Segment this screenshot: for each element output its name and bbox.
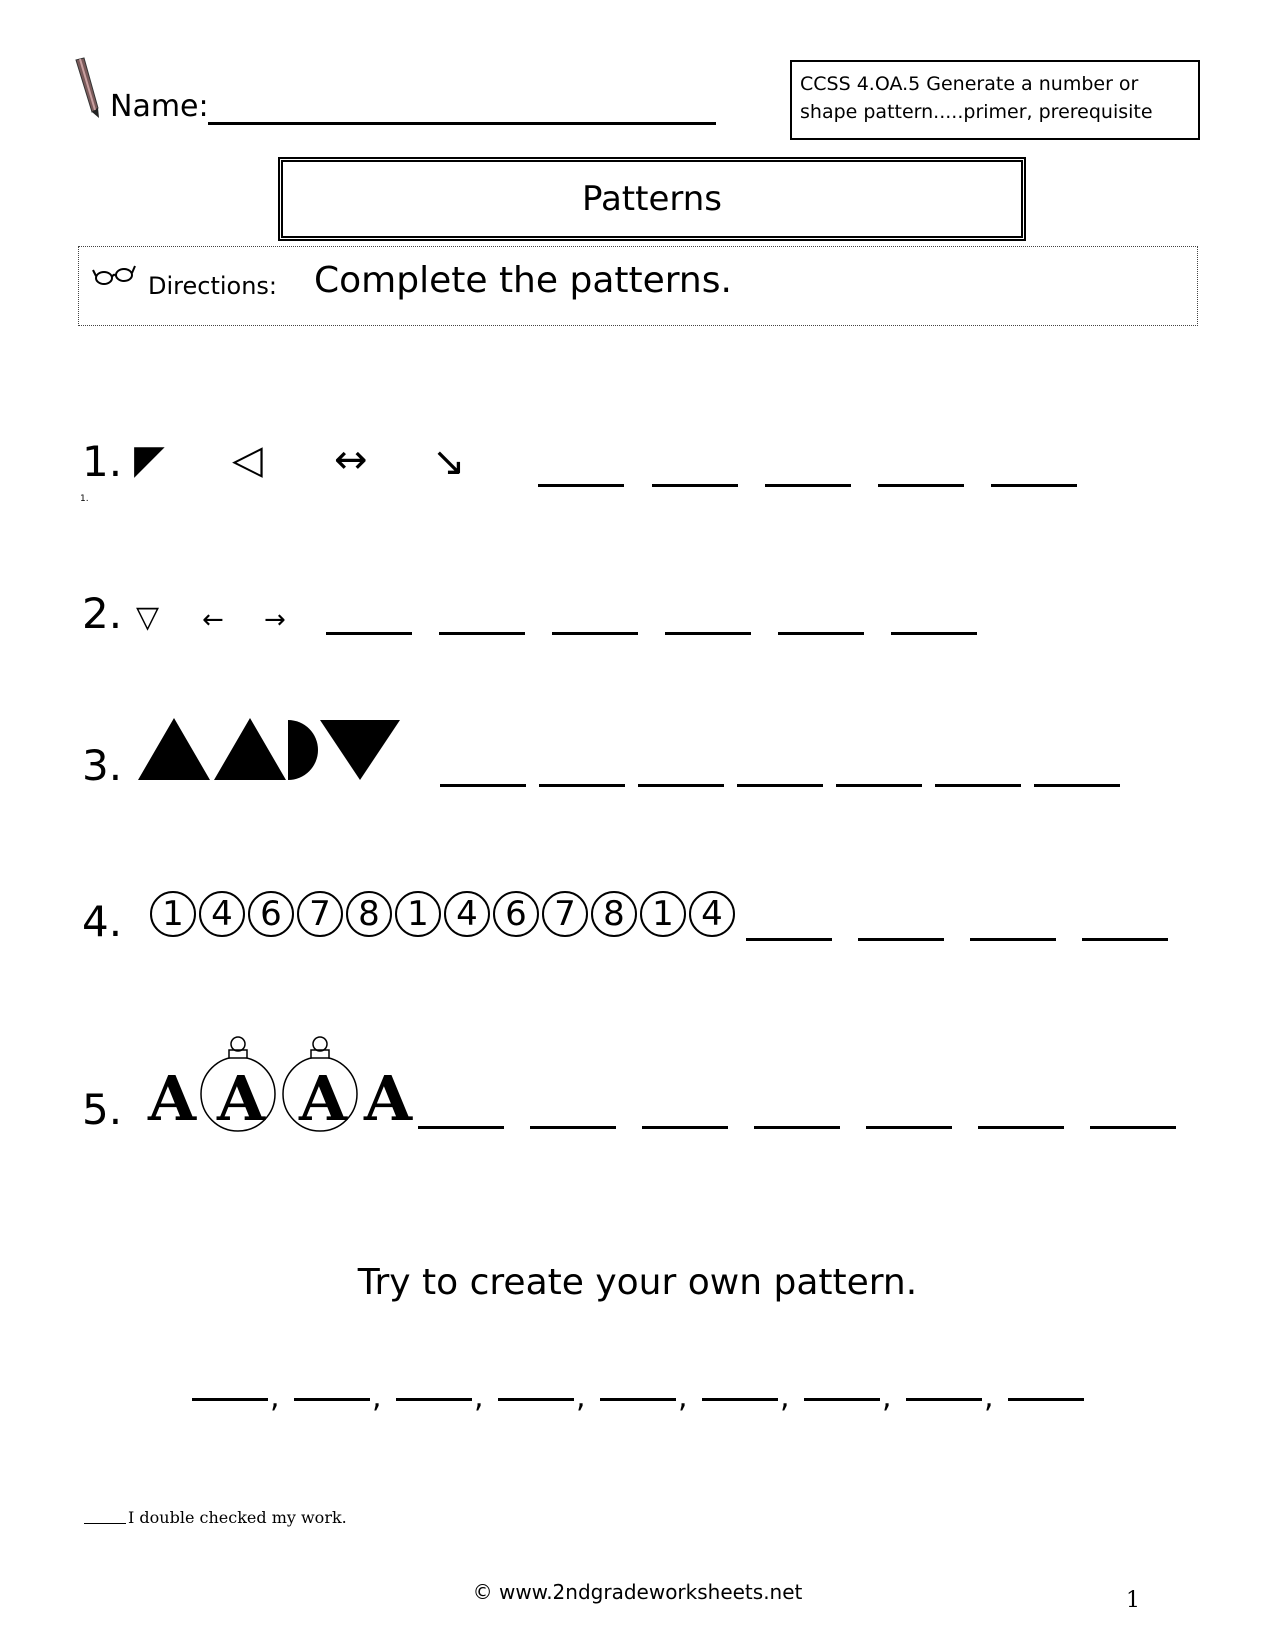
black-triangle-up-1 — [138, 718, 210, 780]
problem-1-glyph-1: ◤ — [134, 437, 165, 483]
directions-label: Directions: — [148, 272, 278, 300]
pencil-icon — [72, 56, 102, 120]
letter-a-3: A — [299, 1062, 348, 1135]
problem-1-glyph-2: ◁ — [232, 437, 263, 483]
page-number: 1 — [1126, 1588, 1140, 1613]
circled-number: 6 — [493, 891, 539, 937]
comma: , — [270, 1380, 280, 1415]
own-pattern-blank-3[interactable] — [396, 1398, 472, 1401]
problem-1-number: 1. — [82, 437, 123, 486]
black-triangle-down — [320, 720, 400, 780]
comma: , — [882, 1380, 892, 1415]
circled-number: 8 — [591, 891, 637, 937]
problem-3-blank-5[interactable] — [836, 784, 922, 787]
comma: , — [678, 1380, 688, 1415]
circled-number: 8 — [346, 891, 392, 937]
circled-number: 1 — [395, 891, 441, 937]
own-pattern-instruction: Try to create your own pattern. — [357, 1262, 918, 1303]
problem-2-glyph-3: → — [264, 605, 286, 635]
black-half-circle — [288, 720, 318, 780]
problem-5-blank-1[interactable] — [418, 1126, 504, 1129]
ccss-line-1: CCSS 4.OA.5 Generate a number or — [800, 73, 1139, 95]
footer-copyright: © www.2ndgradeworksheets.net — [472, 1580, 803, 1604]
problem-1-glyph-3: ↔ — [334, 437, 368, 483]
circled-number: 4 — [444, 891, 490, 937]
circled-number: 4 — [689, 891, 735, 937]
checked-work-line[interactable] — [84, 1523, 126, 1524]
problem-2-blank-4[interactable] — [665, 632, 751, 635]
circled-number: 4 — [199, 891, 245, 937]
own-pattern-blank-4[interactable] — [498, 1398, 574, 1401]
problem-3-blank-1[interactable] — [440, 784, 526, 787]
problem-3-blank-3[interactable] — [638, 784, 724, 787]
problem-3-number: 3. — [82, 741, 123, 790]
circled-number: 7 — [297, 891, 343, 937]
problem-2-glyph-2: ← — [202, 605, 224, 635]
glasses-icon — [92, 262, 136, 288]
problem-5-blank-5[interactable] — [866, 1126, 952, 1129]
problem-2-blank-3[interactable] — [552, 632, 638, 635]
problem-1-blank-5[interactable] — [991, 484, 1077, 487]
name-field-line[interactable] — [208, 122, 716, 125]
circled-number: 6 — [248, 891, 294, 937]
problem-5-blank-4[interactable] — [754, 1126, 840, 1129]
problem-2-blank-2[interactable] — [439, 632, 525, 635]
checked-work-text: I double checked my work. — [128, 1508, 347, 1527]
own-pattern-blank-9[interactable] — [1008, 1398, 1084, 1401]
problem-3-shapes — [136, 716, 402, 782]
problem-4-number: 4. — [82, 897, 123, 946]
circled-number: 1 — [640, 891, 686, 937]
problem-2-blank-6[interactable] — [891, 632, 977, 635]
problem-5-number: 5. — [82, 1085, 123, 1134]
problem-5-blank-3[interactable] — [642, 1126, 728, 1129]
problem-1-blank-1[interactable] — [538, 484, 624, 487]
own-pattern-blank-2[interactable] — [294, 1398, 370, 1401]
problem-1-sub: 1. — [80, 494, 89, 504]
comma: , — [474, 1380, 484, 1415]
problem-3-blank-7[interactable] — [1034, 784, 1120, 787]
page-title-text: Patterns — [581, 179, 723, 219]
problem-2-glyph-1: ▽ — [136, 600, 160, 635]
problem-1-glyph-4: ↘ — [432, 439, 466, 485]
page-title — [278, 157, 1026, 241]
comma: , — [780, 1380, 790, 1415]
directions-text: Complete the patterns. — [314, 260, 732, 301]
problem-3-blank-6[interactable] — [935, 784, 1021, 787]
letter-a-1: A — [148, 1062, 197, 1135]
problem-4-blank-2[interactable] — [858, 938, 944, 941]
comma: , — [984, 1380, 994, 1415]
own-pattern-blank-5[interactable] — [600, 1398, 676, 1401]
problem-5-blank-2[interactable] — [530, 1126, 616, 1129]
problem-3-blank-4[interactable] — [737, 784, 823, 787]
problem-4-blank-1[interactable] — [746, 938, 832, 941]
problem-5-blank-6[interactable] — [978, 1126, 1064, 1129]
circled-number: 1 — [150, 891, 196, 937]
own-pattern-blank-7[interactable] — [804, 1398, 880, 1401]
ccss-line-2: shape pattern.....primer, prerequisite — [800, 101, 1153, 123]
comma: , — [372, 1380, 382, 1415]
letter-a-4: A — [364, 1062, 413, 1135]
problem-3-blank-2[interactable] — [539, 784, 625, 787]
problem-2-blank-5[interactable] — [778, 632, 864, 635]
problem-1-blank-4[interactable] — [878, 484, 964, 487]
name-label: Name: — [110, 89, 209, 124]
circled-number: 7 — [542, 891, 588, 937]
problem-4-blank-4[interactable] — [1082, 938, 1168, 941]
black-triangle-up-2 — [214, 718, 286, 780]
problem-2-number: 2. — [82, 589, 123, 638]
own-pattern-blank-6[interactable] — [702, 1398, 778, 1401]
own-pattern-blank-8[interactable] — [906, 1398, 982, 1401]
own-pattern-blank-1[interactable] — [192, 1398, 268, 1401]
letter-a-2: A — [217, 1062, 266, 1135]
problem-1-blank-3[interactable] — [765, 484, 851, 487]
problem-4-blank-3[interactable] — [970, 938, 1056, 941]
comma: , — [576, 1380, 586, 1415]
problem-2-blank-1[interactable] — [326, 632, 412, 635]
problem-1-blank-2[interactable] — [652, 484, 738, 487]
problem-5-blank-7[interactable] — [1090, 1126, 1176, 1129]
ccss-standard-box — [790, 60, 1200, 140]
